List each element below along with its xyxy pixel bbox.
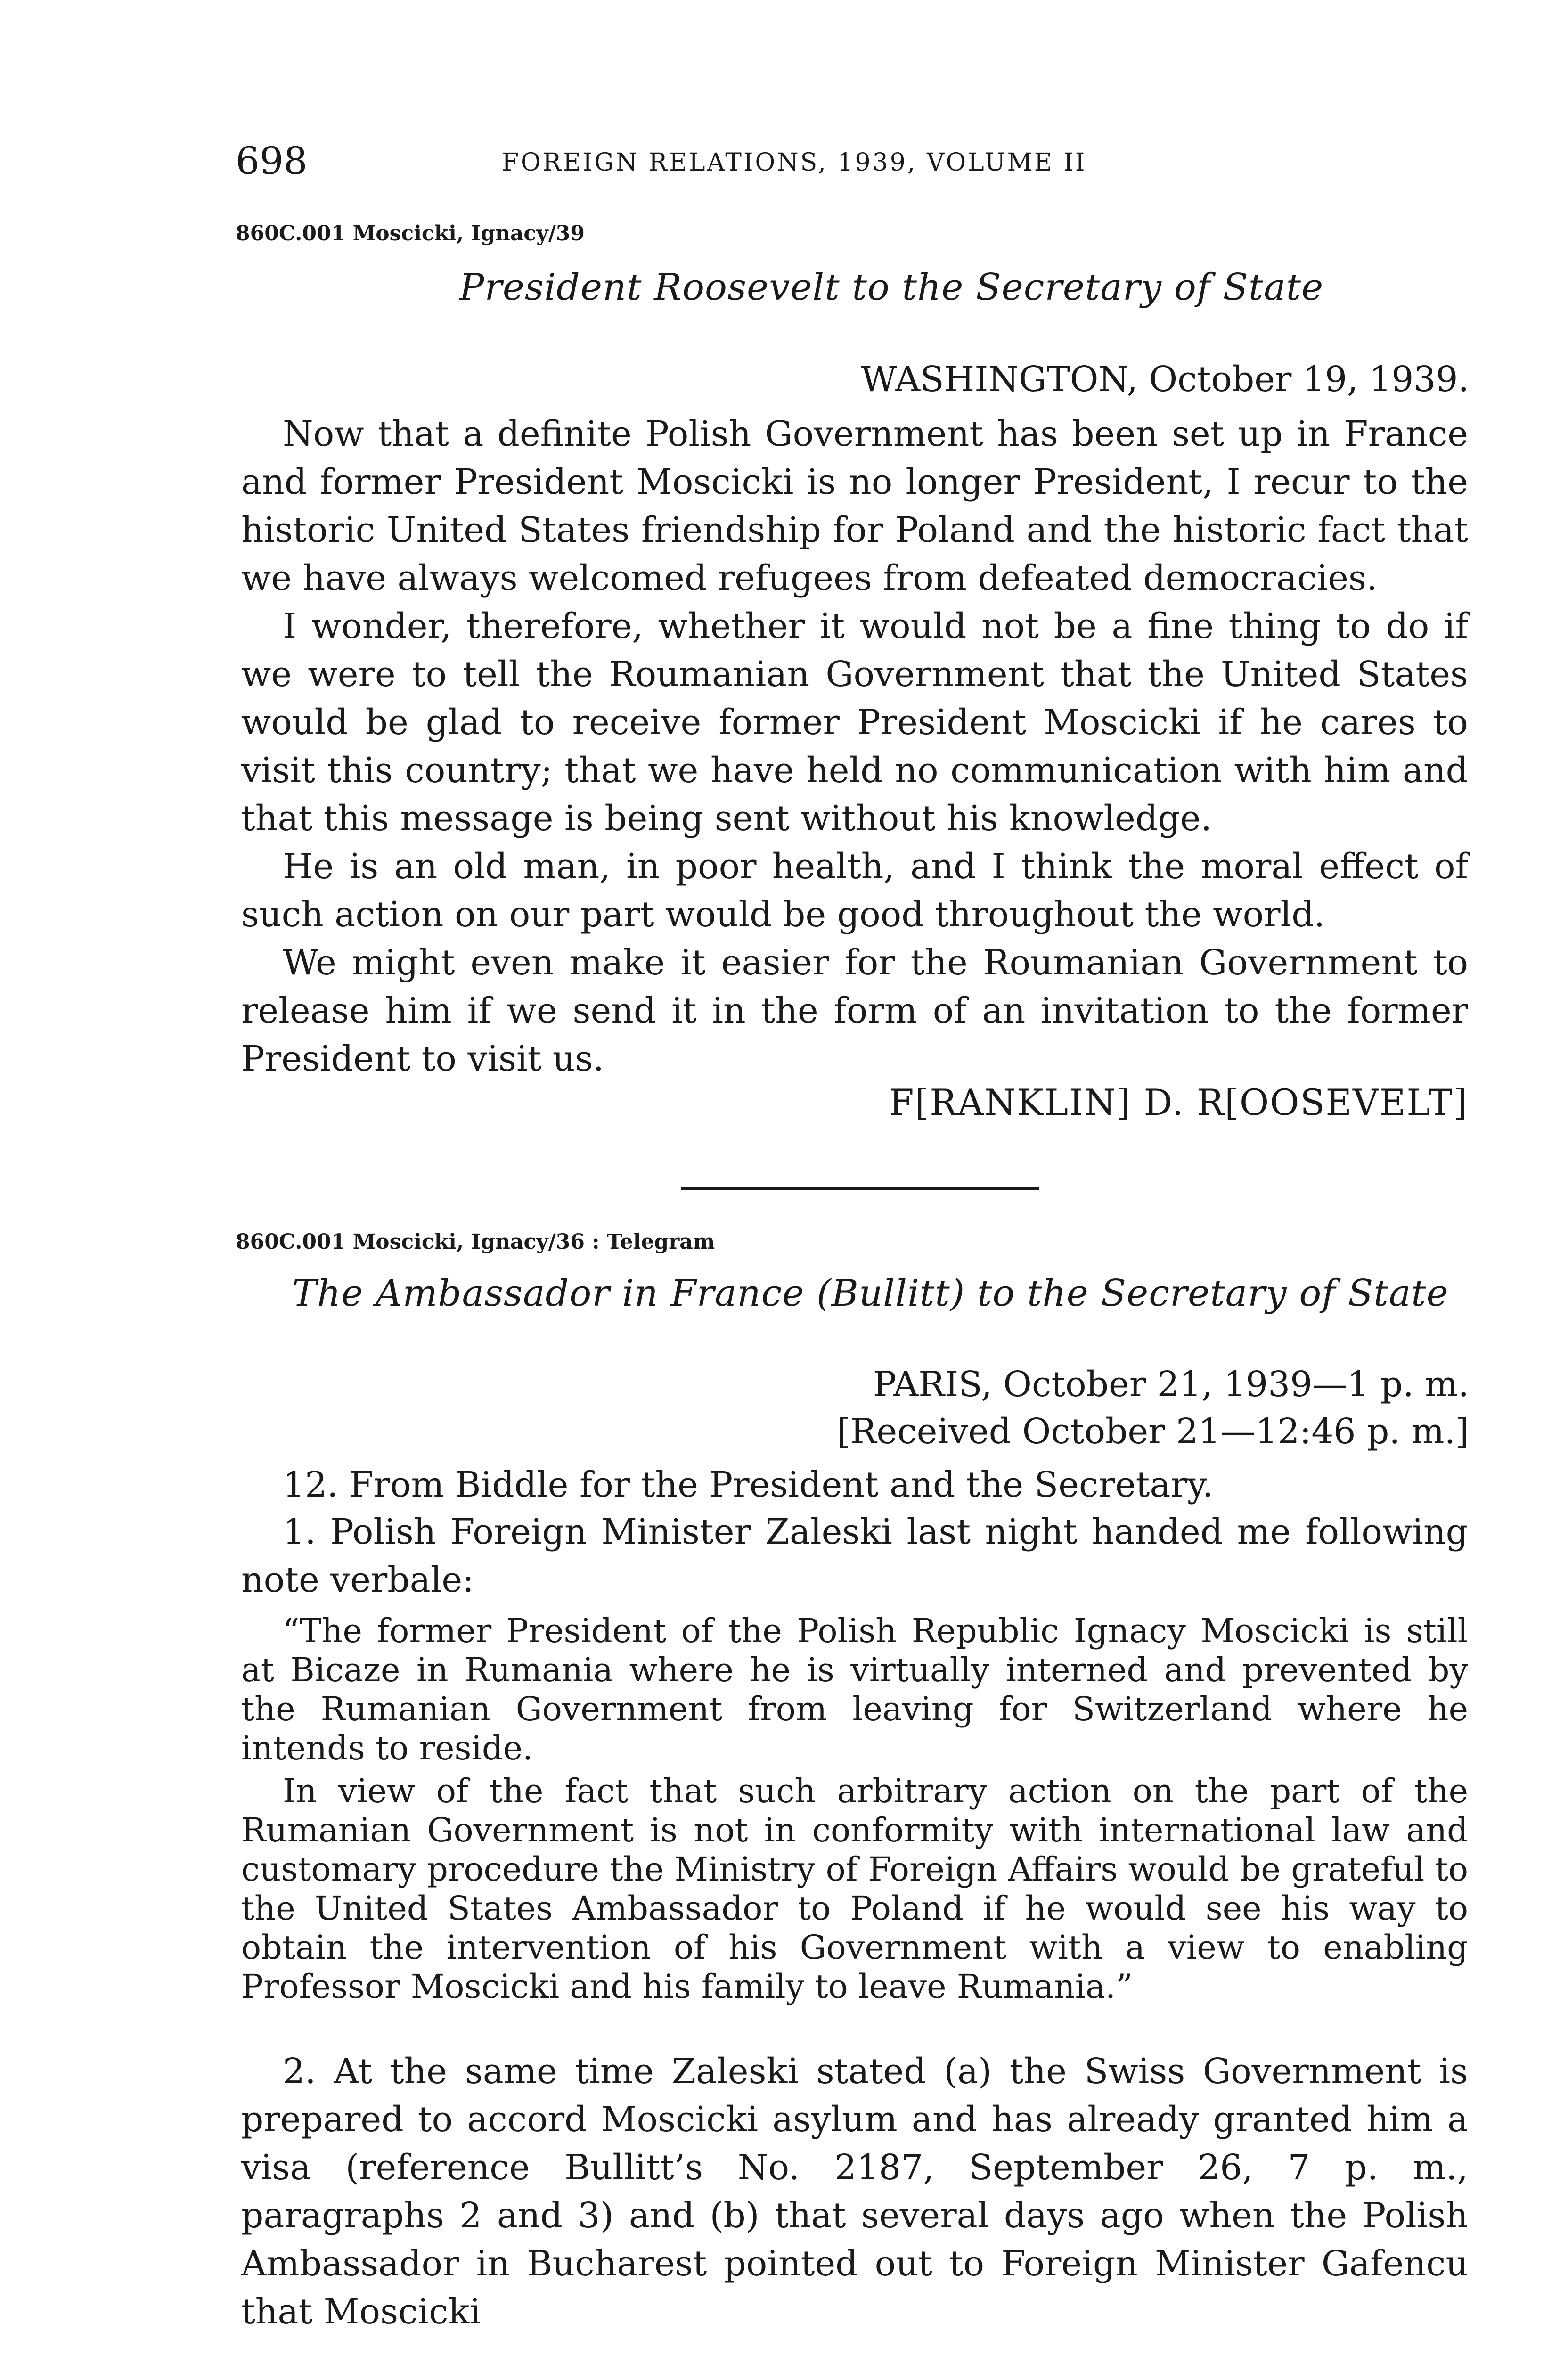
paragraph: I wonder, therefore, whether it would not be a fine thing to do if we were to tell the Roumanian Government that the United States would be glad to receive former President Moscicki if he cares to visit this country; that we have held no communication with him and that this message is being sent without his knowledge. <box>241 606 1468 839</box>
quoted-note-paragraph: In view of the fact that such arbitrary action on the part of the Rumanian Government is not in conformity with international law and customary procedure the Ministry of Foreign Affairs would be grateful to the United States Ambassador to Poland if he would see his way to obtain the intervention of his Government with a view to enabling Professor Moscicki and his family to leave Rumania.” <box>241 1772 1468 2006</box>
document-title-1: President Roosevelt to the Secretary of State <box>459 266 1324 309</box>
paragraph: He is an old man, in poor health, and I think the moral effect of such action on our part would be good throughout the world. <box>241 846 1468 935</box>
paragraph: 2. At the same time Zaleski stated (a) the Swiss Government is prepared to accord Moscicki asylum and has already granted him a visa (reference Bullitt’s No. 2187, September 26, 7 p. m., paragraphs 2 and 3) and (b) that several days ago when the Polish Ambassador in Bucharest pointed out to Foreign Minister Gafencu that Moscicki <box>241 2051 1468 2332</box>
section-divider <box>681 1187 1039 1190</box>
paragraph: We might even make it easier for the Roumanian Government to release him if we send it in the form of an invitation to the former President to visit us. <box>241 942 1468 1079</box>
file-reference-2: 860C.001 Moscicki, Ignacy/36 : Telegram <box>236 1230 715 1254</box>
running-title: FOREIGN RELATIONS, 1939, VOLUME II <box>502 148 1087 177</box>
place-date-1: WASHINGTON, October 19, 1939. <box>861 359 1469 400</box>
paragraph: 12. From Biddle for the President and the Secretary. <box>283 1464 1214 1505</box>
document-title-2: The Ambassador in France (Bullitt) to the Secretary of State <box>292 1272 1449 1315</box>
quoted-note-paragraph: “The former President of the Polish Republic Ignacy Moscicki is still at Bicaze in Rumania where he is virtually interned and prevented by the Rumanian Government from leaving for Switzerland where he intends to reside. <box>241 1612 1468 1767</box>
file-reference-1: 860C.001 Moscicki, Ignacy/39 <box>236 221 585 245</box>
received-line: [Received October 21—12:46 p. m.] <box>836 1411 1469 1452</box>
place-date-2: PARIS, October 21, 1939—1 p. m. <box>873 1364 1469 1405</box>
paragraph: 1. Polish Foreign Minister Zaleski last night handed me following note verbale: <box>241 1512 1468 1600</box>
paragraph: Now that a definite Polish Government has been set up in France and former President Moscicki is no longer President, I recur to the historic United States friendship for Poland and the historic fact that we have always welcomed refugees from defeated democracies. <box>241 414 1468 598</box>
signature: F[RANKLIN] D. R[OOSEVELT] <box>889 1081 1468 1123</box>
page-number: 698 <box>236 139 308 183</box>
